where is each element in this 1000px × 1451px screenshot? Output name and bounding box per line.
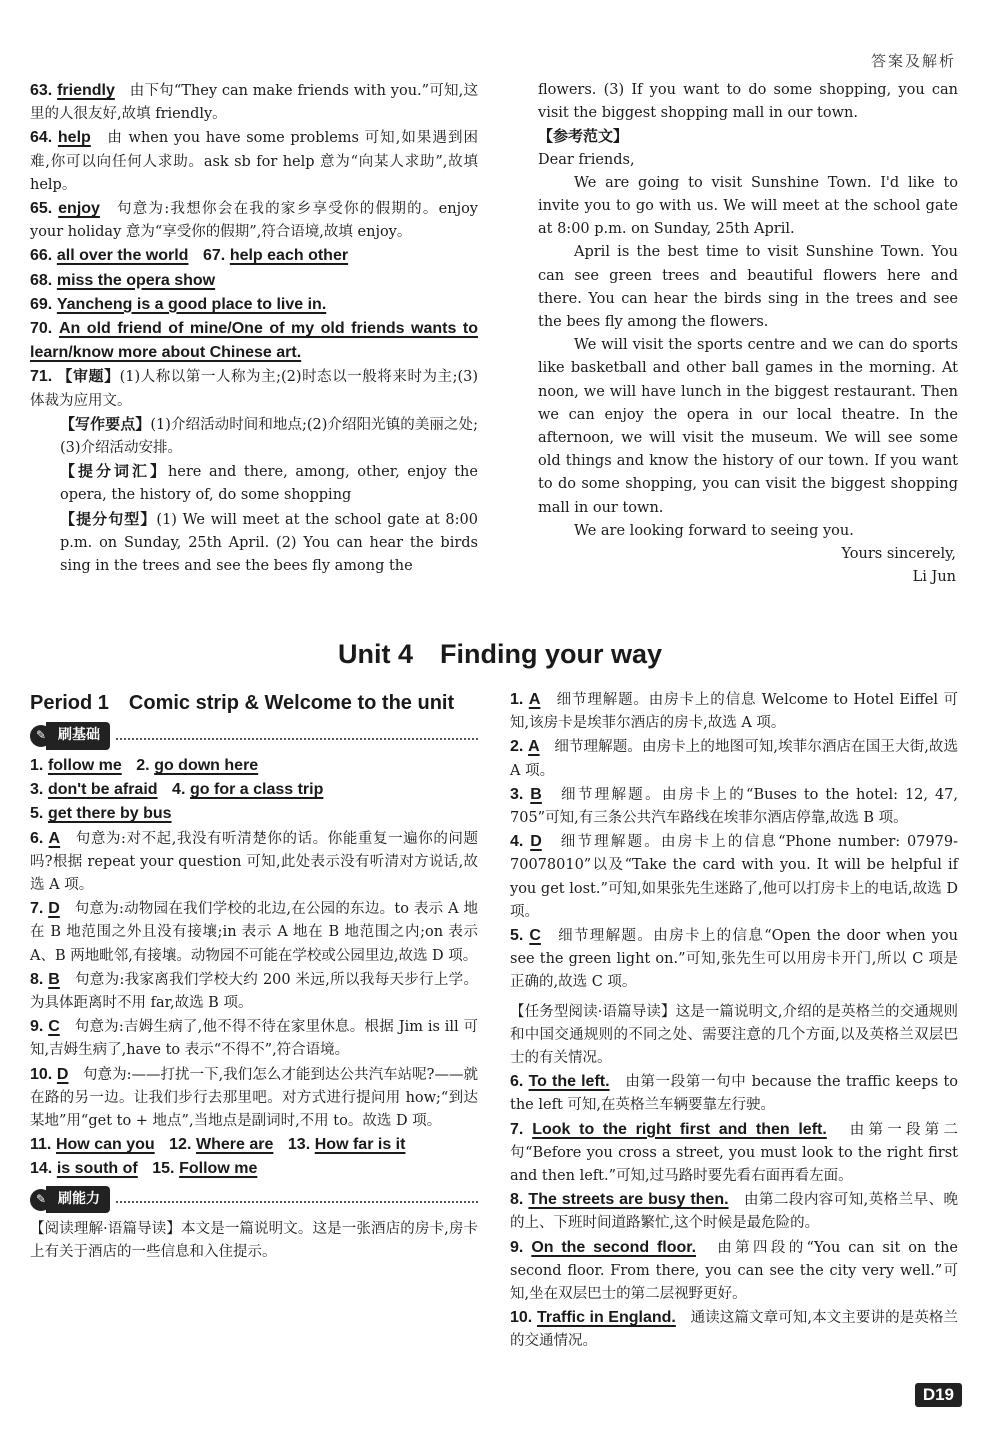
item-9: 9. C 句意为:吉姆生病了,他不得不待在家里休息。根据 Jim is ill 可知,吉姆生病了,have to 表示“不得不”,符合语境。 bbox=[30, 1018, 479, 1059]
item-r7: 7. Look to the right first and then left. 由第一段第二句“Before you cross a street, you must look to the right first and then left.”可知,过马路时要先看右面再看左面。 bbox=[510, 1120, 959, 1185]
essay-paragraph-3: We will visit the sports centre and we can do sports like basketball and other ball games in the morning. At noon, we will have lunch in the biggest restaurant. Then we can enjoy the opera in our local theatre. In the afternoon, we will visit the museum. We will see some old things and know the history of our town. If you want to do some shopping, you can visit the biggest shopping mall in our town. bbox=[538, 337, 958, 516]
top-right-column bbox=[538, 79, 958, 589]
item-r3: 3. B 细节理解题。由房卡上的“Buses to the hotel: 12, 47, 705”可知,有三条公共汽车路线在埃菲尔酒店停靠,故选 B 项。 bbox=[510, 785, 959, 827]
ability-practice-band: ✎ 刷能力 bbox=[30, 1188, 478, 1212]
item-r4: 4. D 细节理解题。由房卡上的信息“Phone number: 07979-70078010”以及“Take the card with you. It will be helpful if you get lost.”可知,如果张先生迷路了,他可以打房卡上的电话,故选 D 项。 bbox=[510, 833, 959, 920]
writing-points: 【写作要点】(1)介绍活动时间和地点;(2)介绍阳光镇的美丽之处;(3)介绍活动安排。 bbox=[60, 415, 478, 457]
key-vocab: 【提分词汇】here and there, among, other, enjoy the opera, the history of, do some shopping bbox=[60, 463, 478, 504]
page-number: D19 bbox=[915, 1383, 962, 1407]
essay-greeting: Dear friends, bbox=[538, 151, 635, 168]
reading-intro: 【阅读理解·语篇导读】本文是一篇说明文。这是一张酒店的房卡,房卡上有关于酒店的一些信息和入住提示。 bbox=[30, 1220, 478, 1260]
item-r2: 2. A 细节理解题。由房卡上的地图可知,埃菲尔酒店在国王大街,故选 A 项。 bbox=[510, 738, 959, 779]
task-intro: 【任务型阅读·语篇导读】这是一篇说明文,介绍的是英格兰的交通规则和中国交通规则的不同之处、需要注意的几个方面,以及英格兰双层巴士的有关情况。 bbox=[510, 1003, 958, 1067]
essay-paragraph-2: April is the best time to visit Sunshine Town. You can see green trees and beautiful flowers here and there. You can hear the birds sing in the trees and see the bees fly among the flowers. bbox=[538, 244, 958, 331]
item-5: 5. get there by bus bbox=[30, 805, 172, 823]
item-71: 71. 【审题】(1)人称以第一人称为主;(2)时态以一般将来时为主;(3)体裁为应用文。 bbox=[30, 368, 479, 409]
item-10: 10. D 句意为:——打扰一下,我们怎么才能到达公共汽车站呢?——就在路的另一边。让我们步行去那里吧。对方式进行提问用 how;“到达某地”用“get to + 地点”,当地点是副词时,不用 to。故选 D 项。 bbox=[30, 1065, 478, 1130]
item-7: 7. D 句意为:动物园在我们学校的北边,在公园的东边。to 表示 A 地在 B 地范围之外且没有接壤;in 表示 A 地在 B 地范围之内;on 表示 A、B 两地毗邻,有接壤。动物园不可能在学校或公园里边,故选 D 项。 bbox=[30, 900, 479, 964]
sample-essay-tag: 【参考范文】 bbox=[538, 128, 629, 146]
item-64: 64. help 由 when you have some problems 可知,如果遇到困难,你可以向任何人求助。ask sb for help 意为“向某人求助”,故填 help。 bbox=[30, 129, 479, 193]
essay-signature: Li Jun bbox=[912, 569, 956, 586]
essay-paragraph-1: We are going to visit Sunshine Town. I'd like to invite you to go with us. We will meet at the school gate at 8:00 p.m. on Sunday, 25th April. bbox=[538, 174, 958, 238]
item-6: 6. A 句意为:对不起,我没有听清楚你的话。你能重复一遍你的问题吗?根据 repeat your question 可知,此处表示没有听清对方说话,故选 A 项。 bbox=[30, 829, 479, 894]
item-1-2: 1. follow me 2. go down here bbox=[30, 757, 259, 774]
unit-title: Unit 4 Finding your way bbox=[337, 639, 662, 669]
bottom-right-column bbox=[510, 688, 958, 1354]
bottom-left-column bbox=[30, 688, 478, 1264]
item-r8: 8. The streets are busy then. 由第二段内容可知,英格兰早、晚的上、下班时间道路繁忙,这个时候是最危险的。 bbox=[510, 1191, 959, 1232]
item-r9: 9. On the second floor. 由第四段的“You can sit on the second floor. From there, you can see the city very well.”可知,坐在双层巴士的第二层视野更好。 bbox=[510, 1238, 959, 1303]
basic-practice-band: ✎ 刷基础 bbox=[30, 724, 478, 748]
item-8: 8. B 句意为:我家离我们学校大约 200 米远,所以我每天步行上学。为具体距离时不用 far,故选 B 项。 bbox=[30, 970, 479, 1012]
pencil-icon: ✎ bbox=[30, 725, 52, 747]
item-68: 68. miss the opera show bbox=[30, 271, 216, 289]
item-11-13: 11. How can you 12. Where are 13. How far is it bbox=[30, 1136, 406, 1154]
item-63: 63. friendly 由下句“They can make friends with you.”可知,这里的人很友好,故填 friendly。 bbox=[30, 82, 478, 123]
item-69: 69. Yancheng is a good place to live in. bbox=[30, 295, 327, 313]
essay-paragraph-4: We are looking forward to seeing you. bbox=[574, 522, 854, 539]
period-title: Period 1 Comic strip & Welcome to the unit bbox=[30, 692, 455, 714]
item-14-15: 14. is south of 15. Follow me bbox=[30, 1160, 258, 1178]
item-r5: 5. C 细节理解题。由房卡上的信息“Open the door when you see the green light on.”可知,张先生可以用房卡开门,所以 C 项是正确的,故选 C 项。 bbox=[510, 927, 958, 991]
pencil-icon: ✎ bbox=[30, 1189, 52, 1211]
key-sentences: 【提分句型】(1) We will meet at the school gate at 8:00 p.m. on Sunday, 25th April. (2) You can hear the birds sing in the trees and see the bees fly among the bbox=[60, 510, 478, 575]
item-r6: 6. To the left. 由第一段第一句中 because the traffic keeps to the left 可知,在英格兰车辆要靠左行驶。 bbox=[510, 1073, 959, 1114]
top-left-column bbox=[30, 79, 478, 578]
essay-closing: Yours sincerely, bbox=[841, 546, 956, 563]
item-66-67: 66. all over the world 67. help each other bbox=[30, 247, 349, 265]
page-header: 答案及解析 bbox=[870, 52, 956, 70]
item-r1: 1. A 细节理解题。由房卡上的信息 Welcome to Hotel Eiffel 可知,该房卡是埃菲尔酒店的房卡,故选 A 项。 bbox=[510, 691, 959, 732]
item-65: 65. enjoy 句意为:我想你会在我的家乡享受你的假期的。enjoy your holiday 意为“享受你的假期”,符合语境,故填 enjoy。 bbox=[30, 200, 479, 241]
sentences-continued: flowers. (3) If you want to do some shopping, you can visit the biggest shopping mall in our town. bbox=[538, 82, 958, 122]
item-3-4: 3. don't be afraid 4. go for a class trip bbox=[30, 781, 324, 799]
item-r10: 10. Traffic in England. 通读这篇文章可知,本文主要讲的是英格兰的交通情况。 bbox=[510, 1309, 959, 1350]
item-70: 70. An old friend of mine/One of my old friends wants to learn/know more about Chinese art. bbox=[30, 320, 479, 362]
